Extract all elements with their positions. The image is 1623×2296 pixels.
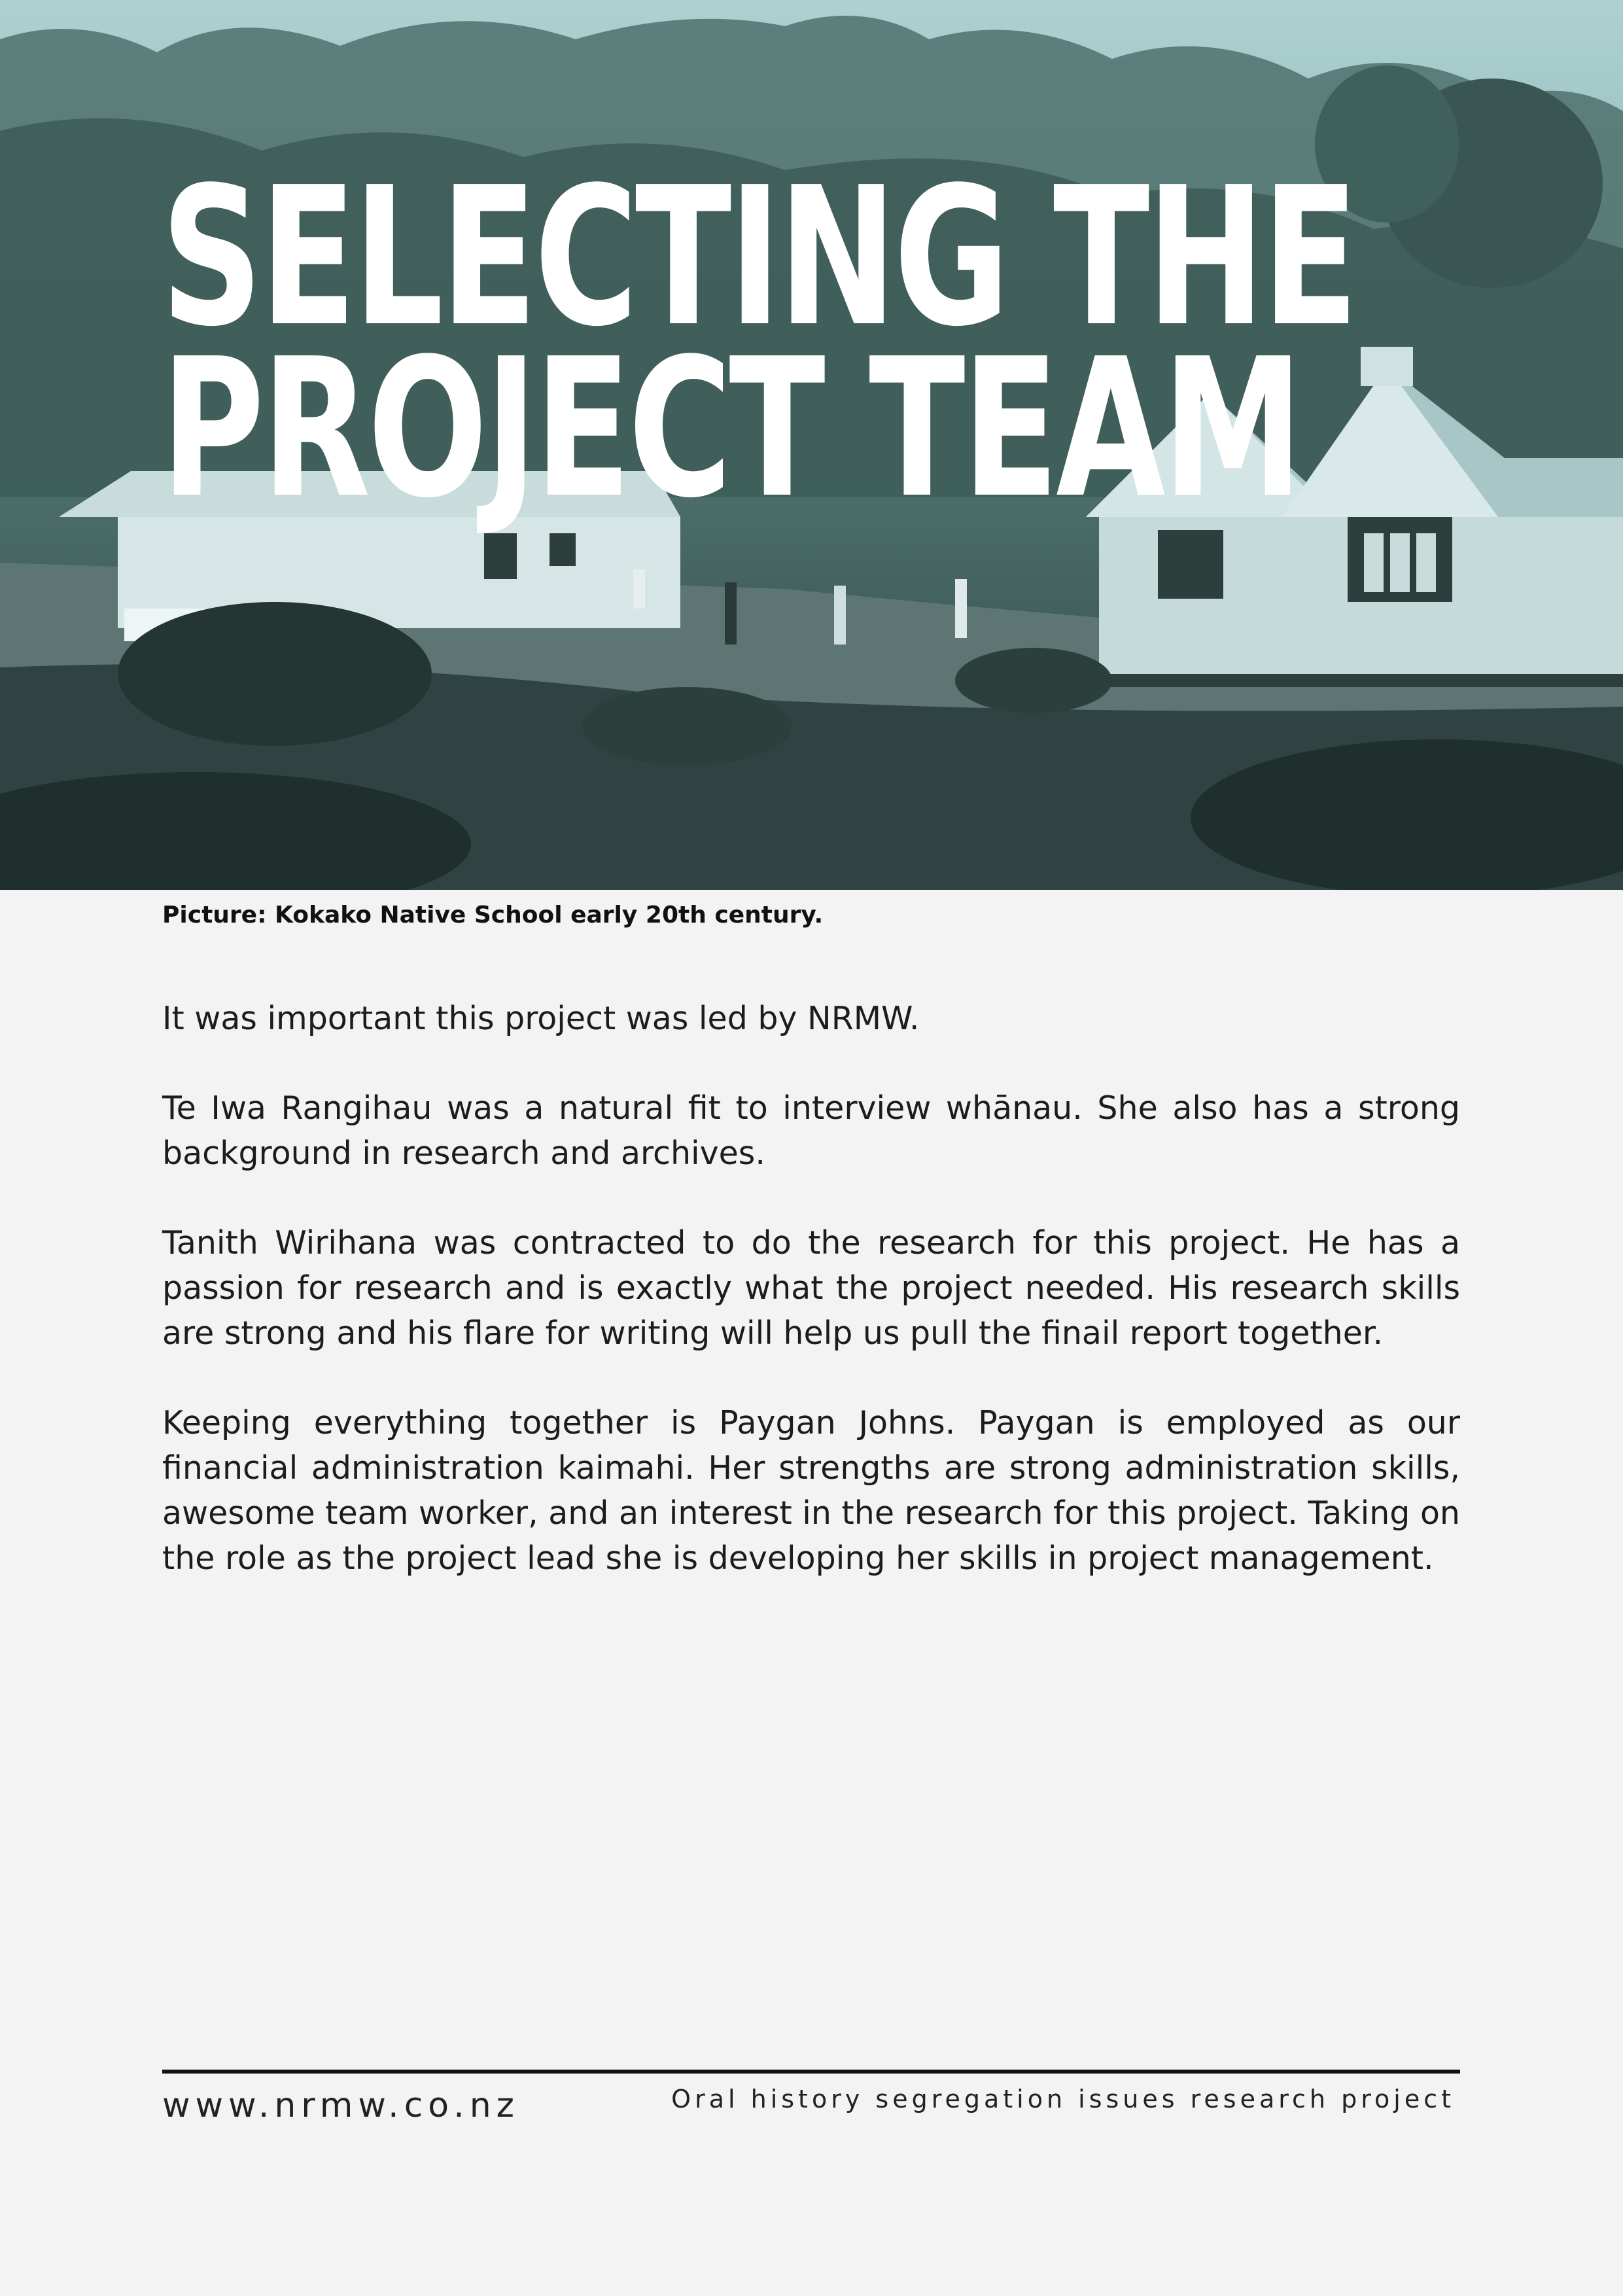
footer-website-link[interactable]: www.nrmw.co.nz: [162, 2086, 519, 2125]
page-title: [161, 146, 1356, 540]
title-line-1: SELECTING THE: [161, 146, 1356, 368]
footer-project-title: Oral history segregation issues research project: [671, 2085, 1455, 2113]
paragraph: Keeping everything together is Paygan Johns. Paygan is employed as our financial administration kaimahi. Her strengths are strong administration skills, awesome team worker, and an interest in the research for this project. Taking on the role as the project lead she is developing her skills in project management.: [162, 1404, 1460, 1577]
hero-photo: [0, 0, 1623, 890]
footer-divider: [162, 2070, 1460, 2074]
paragraph: Tanith Wirihana was contracted to do the research for this project. He has a passion for research and is exactly what the project needed. His research skills are strong and his flare for writing will help us pull the finail report together.: [162, 1224, 1460, 1352]
title-line-2: PROJECT TEAM: [161, 317, 1300, 540]
photo-caption: Picture: Kokako Native School early 20th century.: [162, 902, 824, 928]
paragraph: It was important this project was led by NRMW.: [162, 1000, 920, 1037]
paragraph: Te Iwa Rangihau was a natural fit to interview whānau. She also has a strong background in research and archives.: [162, 1089, 1460, 1172]
body-text: [162, 996, 1460, 1625]
